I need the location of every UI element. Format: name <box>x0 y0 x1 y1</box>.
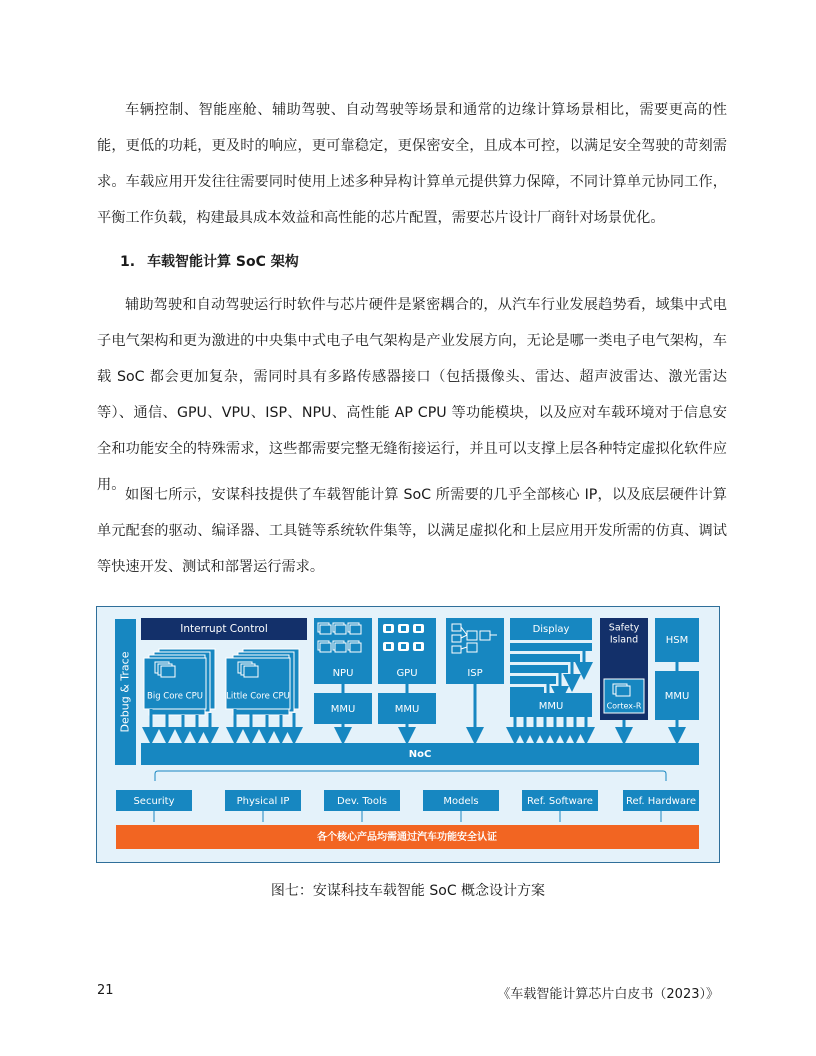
models-label: Models <box>443 796 479 807</box>
ref-software-label: Ref. Software <box>527 796 593 807</box>
safety-island-label-line1: Safety <box>608 622 640 634</box>
section-heading <box>120 252 299 272</box>
page-number: 21 <box>97 983 114 998</box>
paragraph-figure-reference: 如图七所示，安谋科技提供了车载智能计算 SoC 所需要的几乎全部核心 IP，以及底层硬件计算单元配套的驱动、编译器、工具链等系统软件集等，以满足虚拟化和上层应用开发所需的仿真、调试等快速开发、测试和部署运行需求。 <box>97 487 727 575</box>
display-label: Display <box>532 624 570 635</box>
isp-label: ISP <box>467 668 483 679</box>
dev-tools-label: Dev. Tools <box>337 796 387 807</box>
hsm-label: HSM <box>665 635 689 646</box>
interrupt-control-label: Interrupt Control <box>180 623 268 635</box>
physical-ip-label: Physical IP <box>236 796 290 807</box>
npu-mmu-label: MMU <box>330 704 356 715</box>
section-title: 车载智能计算 SoC 架构 <box>147 254 299 270</box>
little-core-cpu-label: Little Core CPU <box>226 691 290 702</box>
gpu-mmu-label: MMU <box>394 704 420 715</box>
section-number: 1. <box>120 254 136 270</box>
big-core-chip-icon-3 <box>161 666 175 677</box>
big-core-cpu-label: Big Core CPU <box>147 691 203 702</box>
npu-label: NPU <box>332 668 354 679</box>
soc-architecture-diagram <box>96 606 720 863</box>
software-bracket <box>155 771 666 781</box>
little-core-chip-icon-3 <box>244 666 258 677</box>
security-label: Security <box>133 796 175 807</box>
hsm-mmu-label: MMU <box>664 691 690 702</box>
cortex-r-chip-icon-2 <box>616 686 630 696</box>
paragraph-intro: 车辆控制、智能座舱、辅助驾驶、自动驾驶等场景和通常的边缘计算场景相比，需要更高的性能，更低的功耗，更及时的响应，更可靠稳定，更保密安全，且成本可控，以满足安全驾驶的苛刻需求。车载应用开发往往需要同时使用上述多种异构计算单元提供算力保障，不同计算单元协同工作，平衡工作负载，构建最具成本效益和高性能的芯片配置，需要芯片设计厂商针对场景优化。 <box>97 102 727 226</box>
display-noc-arrows <box>515 717 586 736</box>
safety-island-label-line2: Island <box>609 634 639 646</box>
figure-caption: 图七：安谋科技车载智能 SoC 概念设计方案 <box>270 883 546 899</box>
debug-trace-label: Debug & Trace <box>118 651 132 733</box>
noc-label: NoC <box>408 749 432 760</box>
gpu-label: GPU <box>396 668 418 679</box>
display-mmu-label: MMU <box>538 701 564 712</box>
paragraph-architecture: 辅助驾驶和自动驾驶运行时软件与芯片硬件是紧密耦合的，从汽车行业发展趋势看，域集中式电子电气架构和更为激进的中央集中式电子电气架构是产业发展方向，无论是哪一类电子电气架构，车载 SoC 都会更加复杂，需同时具有多路传感器接口（包括摄像头、雷达、超声波雷达、激光雷达等）、通信、GPU、VPU、ISP、NPU、高性能 AP CPU 等功能模块，以及应对车载环境对于信息安全和功能安全的特殊需求，这些都需要完整无缝衔接运行，并且可以支撑上层各种特定虚拟化软件应用。 <box>97 297 727 493</box>
ref-hardware-label: Ref. Hardware <box>625 796 697 807</box>
document-title: 《车载智能计算芯片白皮书（2023）》 <box>497 987 719 1002</box>
safety-certification-label: 各个核心产品均需通过汽车功能安全认证 <box>317 832 497 843</box>
cortex-r-label: Cortex-R <box>606 701 642 711</box>
